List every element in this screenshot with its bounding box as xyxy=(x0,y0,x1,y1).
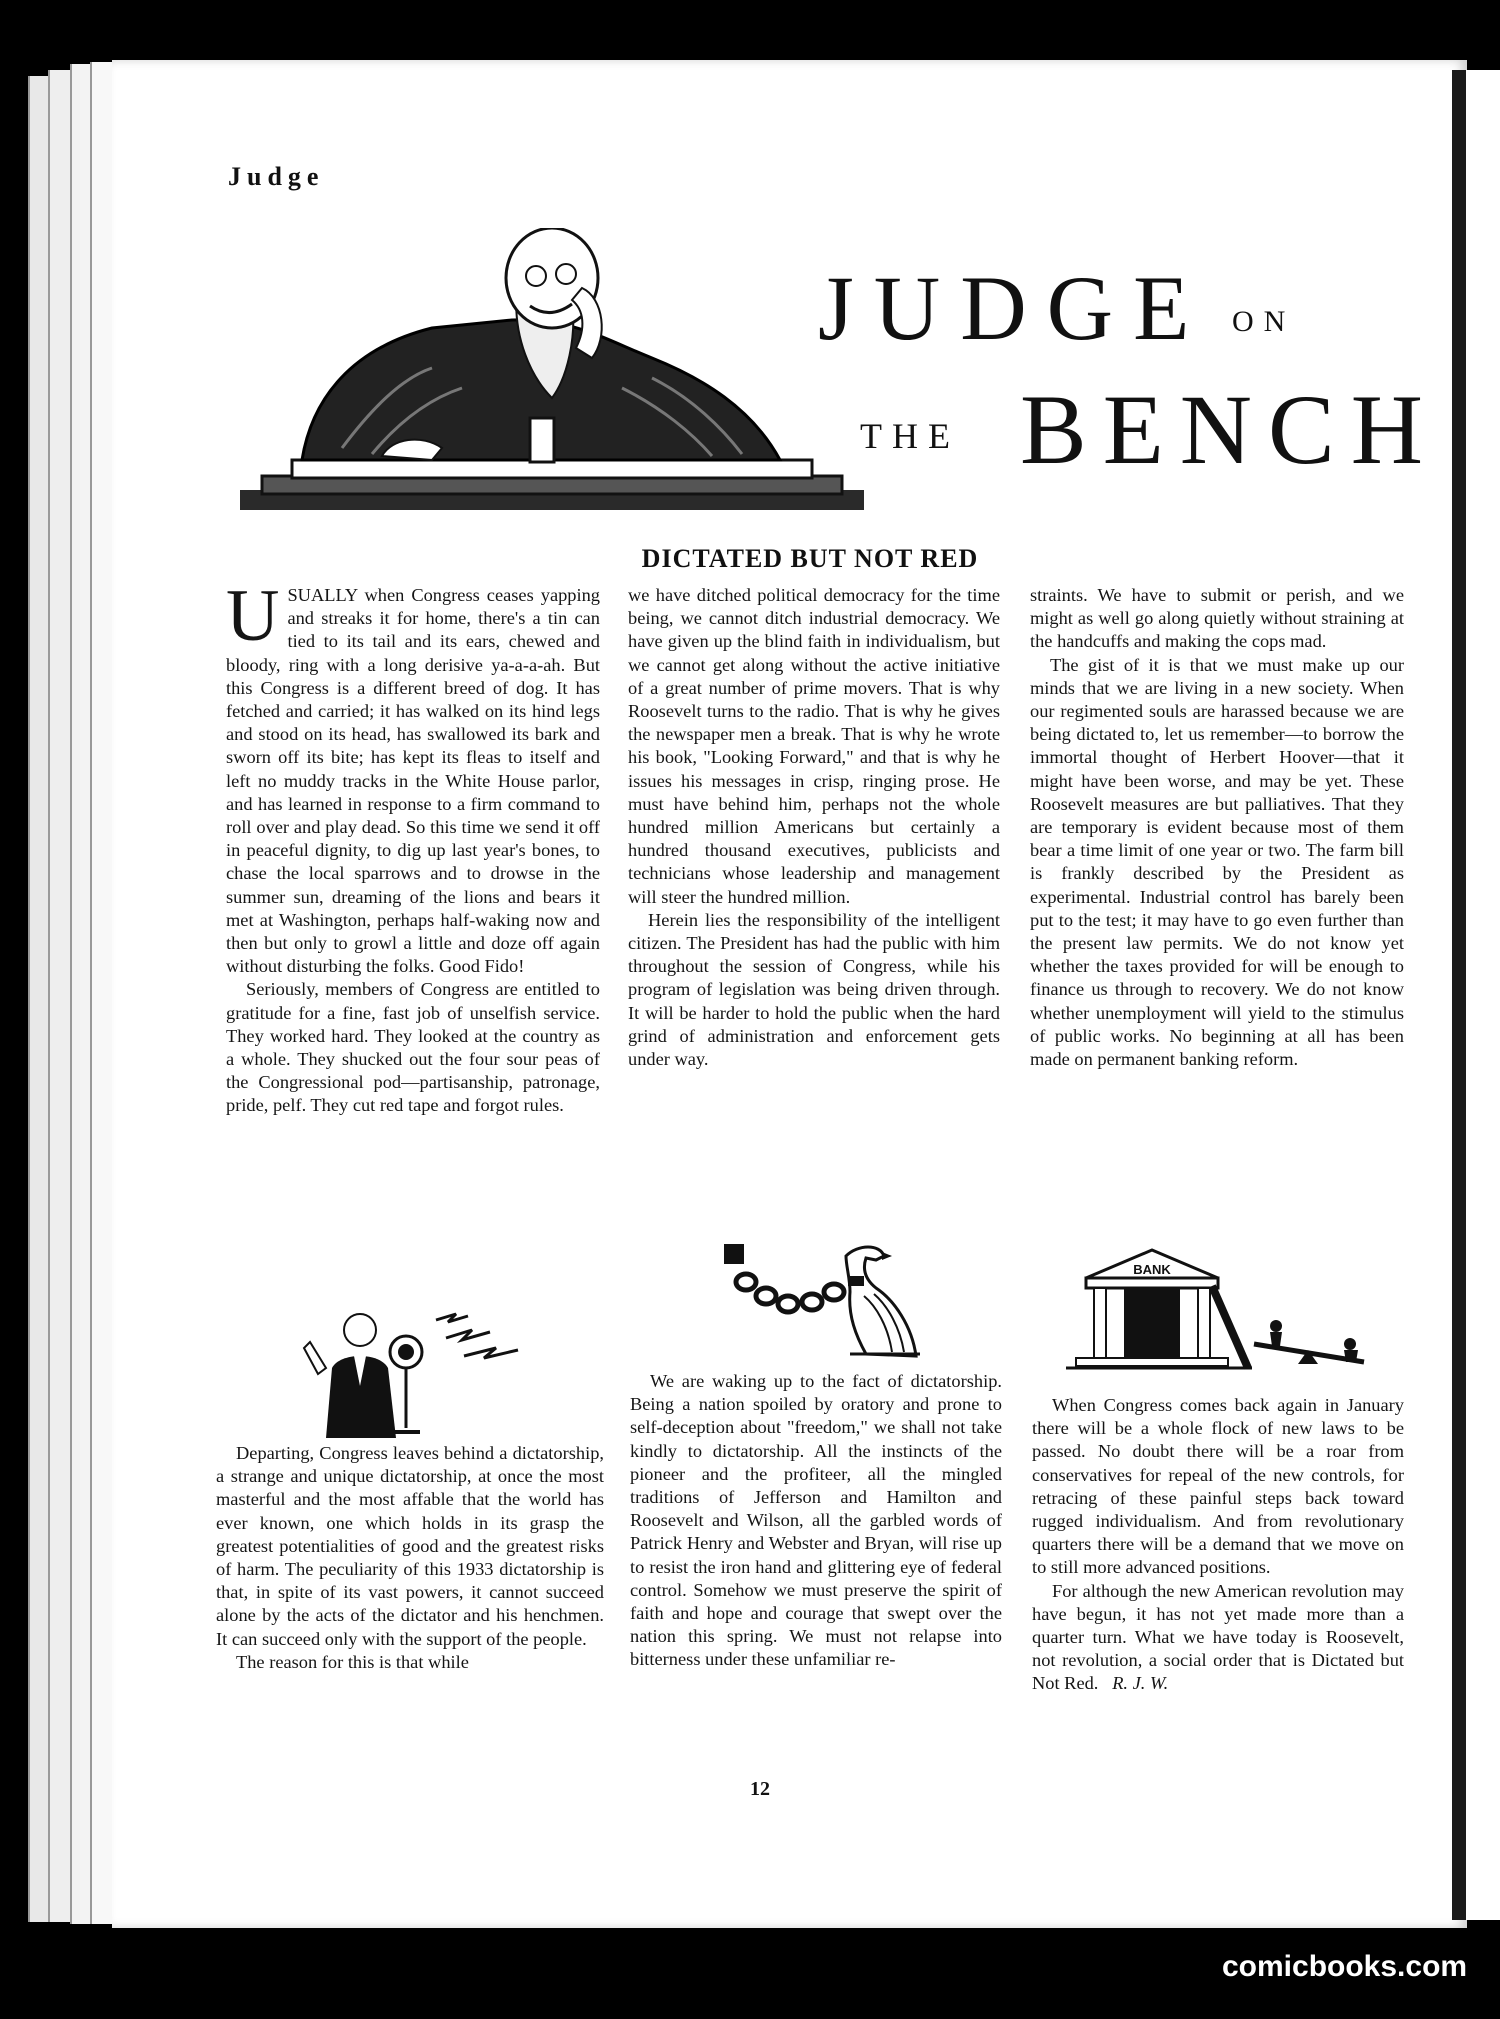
site-watermark: comicbooks.com xyxy=(1222,1950,1468,1983)
paragraph: Herein lies the responsibility of the intelligent citizen. The President has had the public with him throughout the session of Congress, while his program of legislation was being driven through. It will be harder to hold the public when the hard grind of administration and enforcement gets under way. xyxy=(628,909,1000,1070)
page-number: 12 xyxy=(750,1778,770,1800)
title-the: THE xyxy=(860,416,960,456)
running-head: Judge xyxy=(228,162,325,191)
paragraph: Seriously, members of Congress are entitled to gratitude for a fine, fast job of unselfish service. They worked hard. They looked at the country as a whole. They shucked out the four sour peas of the Congressional pod—partisanship, patronage, pride, pelf. They cut red tape and forgot rules. xyxy=(226,979,600,1116)
title-judge: JUDGE xyxy=(818,257,1210,359)
bank-sign: BANK xyxy=(1133,1262,1171,1277)
next-page-edge xyxy=(1466,70,1500,1920)
column-3-top xyxy=(1030,584,1404,1071)
paragraph: The gist of it is that we must make up our minds that we are living in a new society. When our regimented souls are harassed because we are being dictated to, let us remember—to borrow the immortal thought of Herbert Hoover—that it might have been worse, and may be yet. These Roosevelt measures are but palliatives. That they are temporary is evident because most of them bear a time limit of one year or two. The farm bill is frankly described by the President as experimental. Industrial control has barely been put to the test; it may have to go even further than the present law permits. We do not know yet whether the taxes provided for will be enough to finance us through to recovery. We do not know whether unemployment will yield to the stimulus of public works. No beginning at all has been made on permanent banking reform. xyxy=(1030,654,1404,1070)
paragraph: Departing, Congress leaves behind a dictatorship, a strange and unique dictatorship, at once the most masterful and the most affable that the world has ever known, one which holds in its grasp the greatest potentialities of good and the greatest risks of harm. The peculiarity of this 1933 dictatorship is that, in spite of its vast powers, it cannot succeed alone by the acts of the dictator and his henchmen. It can succeed only with the support of the people. xyxy=(216,1443,604,1649)
title-on: ON xyxy=(1232,305,1296,338)
column-3-bottom xyxy=(1032,1394,1404,1696)
radio-speaker-illustration xyxy=(296,1308,536,1440)
judge-illustration xyxy=(232,228,872,518)
column-2-top xyxy=(628,584,1000,1071)
paragraph: straints. We have to submit or perish, and we might as well go along quietly without straining at the handcuffs and making the cops mad. xyxy=(1030,585,1404,652)
paragraph: When Congress comes back again in January there will be a whole flock of new laws to be passed. No doubt there will be a roar from conservatives for repeal of the new controls, for retracing of these painful steps back toward rugged individualism. And from revolutionary quarters there will be a demand that we move on to still more advanced positions. xyxy=(1032,1395,1404,1578)
column-1-top xyxy=(226,575,600,1118)
author-signature: R. J. W. xyxy=(1112,1673,1169,1694)
paragraph xyxy=(226,575,600,978)
paragraph: The reason for this is that while xyxy=(236,1651,469,1672)
page-gutter xyxy=(1452,70,1466,1920)
column-2-bottom xyxy=(630,1370,1002,1672)
paragraph-text: SUALLY when Congress ceases yapping and streaks it for home, there's a tin can tied to its tail and its ears, chewed and bloody, ring with a long derisive ya-a-a-ah. But this Congress is a different breed of dog. It has fetched and carried; it has walked on its hind legs and stood on its head, has swallowed its bark and sworn off its bite; has kept its fleas to itself and left no muddy tracks in the White House parlor, and has learned in response to a firm command to roll over and play dead. So this time we send it off in peaceful dignity, to dig up last year's bones, to chase the local sparrows and to drowse in the summer sun, dreaming of the lions and bears it met at Washington, perhaps half-waking now and then but only to growl a little and doze off again without disturbing the folks. Good Fido! xyxy=(226,585,600,977)
chained-eagle-illustration xyxy=(716,1236,926,1366)
paragraph-text: For although the new American revolution may have begun, it has not yet made more than a quarter turn. What we have today is Roosevelt, not revolution, a social order that is Dictated but Not Red. xyxy=(1032,1580,1404,1694)
article-headline: DICTATED BUT NOT RED xyxy=(641,544,979,573)
paragraph: We are waking up to the fact of dictatorship. Being a nation spoiled by oratory and prone to self-deception about "freedom," we shall not take kindly to dictatorship. All the instincts of the pioneer and the profiteer, all the mingled traditions of Jefferson and Hamilton and Roosevelt and Wilson, all the garbled words of Patrick Henry and Webster and Bryan, will rise up to resist the iron hand and glittering eye of federal control. Somehow we must preserve the spirit of faith and hope and courage that swept over the nation this spring. We must not relapse into bitterness under these unfamiliar re- xyxy=(630,1371,1002,1670)
paragraph: we have ditched political democracy for the time being, we cannot ditch industrial democracy. We have given up the blind faith in individualism, but we cannot get along without the active initiative of a great number of prime movers. That is why Roosevelt turns to the radio. That is why he gives the newspaper men a break. That is why he wrote his book, "Looking Forward," and that is why he issues his messages in crisp, ringing prose. He must have behind him, perhaps not the whole hundred million Americans but certainly a hundred thousand executives, publicists and technicians whose leadership and management will steer the hundred million. xyxy=(628,585,1000,907)
bank-seesaw-illustration xyxy=(1062,1246,1378,1376)
column-1-bottom xyxy=(216,1442,604,1674)
paragraph xyxy=(1032,1580,1404,1696)
drop-cap: U xyxy=(226,575,280,657)
title-bench: BENCH xyxy=(1020,374,1439,485)
